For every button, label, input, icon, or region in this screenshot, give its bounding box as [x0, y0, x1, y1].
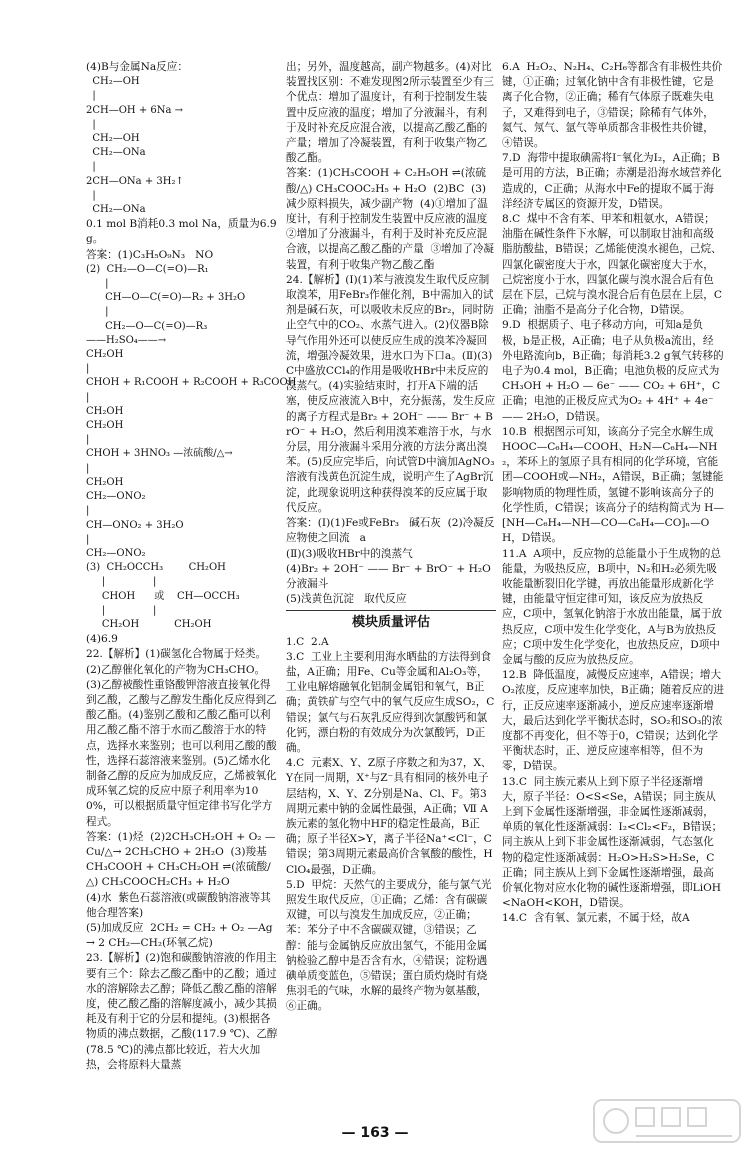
q23-answer: 答案：(1)CH₃COOH + C₂H₅OH ⇌(浓硫酸/△) CH₃COOC₂H₅ + H₂O (2)BC (3)减少原料损失，减少副产物 (4)①增加了温度计，有利于控制发生装置中反应液的温度 ②增加了分液漏斗，有利于及时补充反应混合液，以提高乙酸乙酯的产量 ③增加了冷凝装置，有利于收集产物乙酸乙酯	[286, 167, 495, 271]
answer-10: 10.B 根据图示可知，该高分子完全水解生成 HOOC—C₆H₄—COOH、H₂N—C₆H₄—NH₂，苯环上的氢原子具有相同的化学环境，官能团—COOH或—NH₂，A错误，B正确；氢键能影响物质的物理性质，氢键不影响该高分子的化学性质，C错误；该高分子的结构简式为 H—[NH—C₆H₄—NH—CO—C₆H₄—CO]ₙ—OH，D错误。	[502, 425, 724, 545]
section-divider	[286, 610, 496, 611]
answer-7: 7.D 海带中提取碘需将I⁻氧化为I₂，A正确；B是可用的方法，B正确；赤潮是沿海水域营养化造成的，C正确；从海水中Fe的提取不属于海洋经济专属区的资源开发，D错误。	[502, 152, 722, 210]
section-title: 模块质量评估	[351, 615, 430, 631]
answer-6: 6.A H₂O₂、N₂H₄、C₂H₆等都含有非极性共价键，①正确；过氧化钠中含有非极性键，它是离子化合物，②正确；稀有气体原子既难失电子，又难得到电子，③错误；除稀有气体外，氦气、氖气、氩气等单质都含非极性共价键，④错误。	[502, 61, 723, 150]
answers-1-2: 1.C 2.A	[286, 635, 329, 648]
answer-12: 12.B 降低温度，减慢反应速率，A错误；增大O₂浓度，反应速率加快，B正确；随着反应的进行，正反应速率逐渐减小，逆反应速率逐渐增大，最后达到化学平衡状态时，SO₂和SO₃的浓度都不再变化，但不等于0，C错误；达到化学平衡状态时，正、逆反应速率相等，但不为零，D错误。	[502, 669, 724, 773]
glycerol-formula: CH₂—OH | 2CH—OH + 6Na → | CH₂—OH	[86, 76, 184, 145]
h2so4-arrow: ——H₂SO₄——→	[86, 334, 167, 346]
column-right	[502, 60, 724, 1122]
answer-9: 9.D 根据质子、电子移动方向，可知a是负极，b是正极，A正确；电子从负极a流出，经外电路流向b，B正确；每消耗3.2 g氧气转移的电子为0.4 mol，B正确；电池负极的反应式为CH₃OH + H₂O — 6e⁻ —— CO₂ + 6H⁺，C正确；电池的正极反应式为O₂ + 4H⁺ + 4e⁻ —— 2H₂O，D错误。	[502, 319, 724, 423]
page-number: — 163 —	[341, 1125, 409, 1141]
column-left	[86, 60, 297, 1122]
q24-answer-5: (5)浅黄色沉淀 取代反应	[286, 593, 407, 606]
q21-answer-1: 答案：(1)C₃H₅O₉N₃ NO	[86, 248, 214, 261]
nitration-reactants: CH₂OH | CHOH + 3HNO₃ —浓硫酸/△→ | CH₂OH	[86, 420, 233, 488]
q22-answer-5: (5)加成反应 2CH₂ = CH₂ + O₂ —Ag→ 2 CH₂—CH₂(环氧乙烷)	[86, 921, 273, 950]
q23-analysis: 23.【解析】(2)饱和碳酸钠溶液的作用主要有三个：除去乙酸乙酯中的乙酸；通过水的溶解除去乙醇；降低乙酸乙酯的溶解度，使乙酸乙酯的溶解度减小，减少其损耗及有利于它的分层和提纯。(3)根据各物质的沸点数据，乙酸(117.9 ℃)、乙醇(78.5 ℃)的沸点都比较近，若大火加热，会将原料大量蒸	[86, 952, 278, 1071]
ester-isomers: (3) CH₂OCCH₃ CH₂OH | | CHOH 或 CH—OCCH₃ | | CH₂OH CH₂OH	[86, 562, 240, 630]
q24-analysis: 24.【解析】(Ⅰ)(1)苯与液溴发生取代反应制取溴苯，用FeBr₃作催化剂，B中需加入的试剂是碱石灰，可以吸收未反应的Br₂，同时防止空气中的CO₂、水蒸气进入。(2)仪器B除导气作用外还可以使反应生成的溴苯冷凝回流，增强冷凝效果，进水口为下口a。(Ⅱ)(3)C中盛放CCl₄的作用是吸收HBr中未反应的溴蒸气。(4)实验结束时，打开A下端的活塞，使反应液流入B中，充分振荡，发生反应的离子方程式是Br₂ + 2OH⁻ —— Br⁻ + BrO⁻ + H₂O，然后利用溴苯难溶于水，与水分层，用分液漏斗采用分液的方法分离出溴苯。(5)反应完毕后，向试管D中滴加AgNO₃溶液有浅黄色沉淀生成，说明产生了AgBr沉淀，此现象说明这种获得溴苯的反应属于取代反应。	[286, 273, 496, 514]
answer-4: 4.C 元素X、Y、Z原子序数之和为37，X、Y在同一周期，X⁺与Z⁻具有相同的核外电子层结构，X、Y、Z分别是Na、Cl、F。第3周期元素中钠的金属性最强，A正确；Ⅶ A族元素的氢化物中HF的稳定性最高，B正确；原子半径X>Y，离子半径Na⁺<Cl⁻，C错误；第3周期元素最高价含氧酸的酸性，HClO₄最强，D正确。	[286, 757, 493, 876]
answer-11: 11.A A项中，反应物的总能量小于生成物的总能量，为吸热反应，B项中，N₂和H₂必须先吸收能量断裂旧化学键，再放出能量形成新化学键，由能量守恒定律可知，该反应为放热反应，C项中，氢氧化钠溶于水放出能量，属于放热反应，C项中发生化学变化，A与B为放热反应；C项中发生化学变化，也放热反应，D项中金属与酸的反应为放热反应。	[502, 547, 722, 666]
answer-13: 13.C 同主族元素从上到下原子半径逐渐增大，原子半径：O<S<Se，A错误；同主族从上到下金属性逐渐增强，非金属性逐渐减弱，单质的氧化性逐渐减弱：I₂<Cl₂<F₂，B错误；同主族从上到下非金属性逐渐减弱，气态氢化物的稳定性逐渐减弱：H₂O>H₂S>H₂Se，C正确；同主族从上到下金属性逐渐增强，最高价氧化物对应水化物的碱性逐渐增强，即LiOH<NaOH<KOH，D错误。	[502, 775, 723, 910]
q22-answer-4: (4)水 紫色石蕊溶液(或碳酸钠溶液等其他合理答案)	[86, 891, 271, 919]
esterification-equation: CH₃COOH + CH₃CH₂OH ⇌(浓硫酸/△) CH₃COOCH₂CH₃ + H₂O	[86, 861, 271, 889]
triglyceride-formula: (2) CH₂—O—C(=O)—R₁ | CH—O—C(=O)—R₂ + 3H₂O | CH₂—O—C(=O)—R₃	[86, 263, 246, 332]
nitroglycerin-product: CH₂—ONO₂ | CH—ONO₂ + 3H₂O | CH₂—ONO₂	[86, 491, 184, 559]
hydrolysis-products: CH₂OH | CHOH + R₁COOH + R₂COOH + R₃COOH | CH₂OH	[86, 349, 297, 417]
answer-14: 14.C 含有氧、氯元素，不属于烃，故A	[502, 912, 690, 925]
watermark-logo	[592, 1096, 742, 1146]
q22-answer: 答案：(1)烃 (2)2CH₃CH₂OH + O₂ —Cu/△→ 2CH₃CHO + 2H₂O (3)羧基	[86, 830, 276, 858]
answer-8: 8.C 煤中不含有苯、甲苯和粗氨水，A错误；油脂在碱性条件下水解，可以制取甘油和高级脂肪酸盐，B错误；乙烯能使溴水褪色，己烷、四氯化碳密度大于水，四氯化碳密度大于水，己烷密度小于水，四氯化碳与溴水混合后有色层在下层，己烷与溴水混合后有色层在上层，C正确；油脂不是高分子化合物，D错误。	[502, 213, 722, 317]
column-middle	[286, 60, 496, 1122]
answer-3: 3.C 工业上主要利用海水晒盐的方法得到食盐，A正确；用Fe、Cu等金属和Al₂O₃等，工业电解熔融氧化铝制金属铝和氧气，B正确；黄铁矿与空气中的氧气反应生成SO₂，C错误；氯气与石灰乳反应得到次氯酸钙和氯化钙，漂白粉的有效成分为次氯酸钙，D正确。	[286, 650, 495, 754]
q24-answer-1: 答案：(Ⅰ)(1)Fe或FeBr₃ 碱石灰 (2)冷凝反应物使之回流 a	[286, 517, 495, 545]
q21-b-na-reaction: (4)B与金属Na反应：	[86, 61, 188, 73]
q23-analysis-cont: 出；另外，温度越高，副产物越多。(4)对比装置找区别：不难发现图2所示装置至少有三个优点：增加了温度计，有利于控制发生装置中反应液的温度；增加了分液漏斗，有利于及时补充反应混合液，以提高乙酸乙酯的产量；增加了冷凝装置，有利于收集产物乙酸乙酯。	[286, 61, 495, 165]
q22-analysis: 22.【解析】(1)碳氢化合物属于烃类。(2)乙醇催化氧化的产物为CH₃CHO。(3)乙醇被酸性重铬酸钾溶液直接氧化得到乙酸，乙酸与乙醇发生酯化反应得到乙酸乙酯。(4)鉴别乙酸和乙酸乙酯可以利用乙酸乙酯不溶于水而乙酸溶于水的特点，选择水来鉴别；也可以利用乙酸的酸性，选择石蕊溶液来鉴别。(5)乙烯水化制备乙醇的反应为加成反应，乙烯被氧化成环氧乙烷的反应中原子利用率为100%，可以根据质量守恒定律书写化学方程式。	[86, 648, 277, 828]
q21-answer-4: (4)6.9	[86, 633, 118, 646]
q24-answer-4: (4)Br₂ + 2OH⁻ —— Br⁻ + BrO⁻ + H₂O 分液漏斗	[286, 562, 498, 590]
answer-5: 5.D 甲烷：天然气的主要成分，能与氯气光照发生取代反应，①正确；乙烯：含有碳碳双键，可以与溴发生加成反应，②正确；苯：苯分子中不含碳碳双键，③错误；乙醇：能与金属钠反应放出氢气，不能用金属钠检验乙醇中是否含有水，④错误；淀粉遇碘单质变蓝色，⑤错误；蛋白质灼烧时有烧焦羽毛的气味，水解的最终产物为氨基酸，⑥正确。	[286, 878, 492, 1013]
q24-answer-3: (Ⅱ)(3)吸收HBr中的溴蒸气	[286, 547, 413, 560]
glycerol-sodium-product: CH₂—ONa | 2CH—ONa + 3H₂↑ | CH₂—ONa	[86, 147, 184, 216]
sodium-consumption-text: 0.1 mol B消耗0.3 mol Na，质量为6.9 g。	[86, 218, 280, 246]
